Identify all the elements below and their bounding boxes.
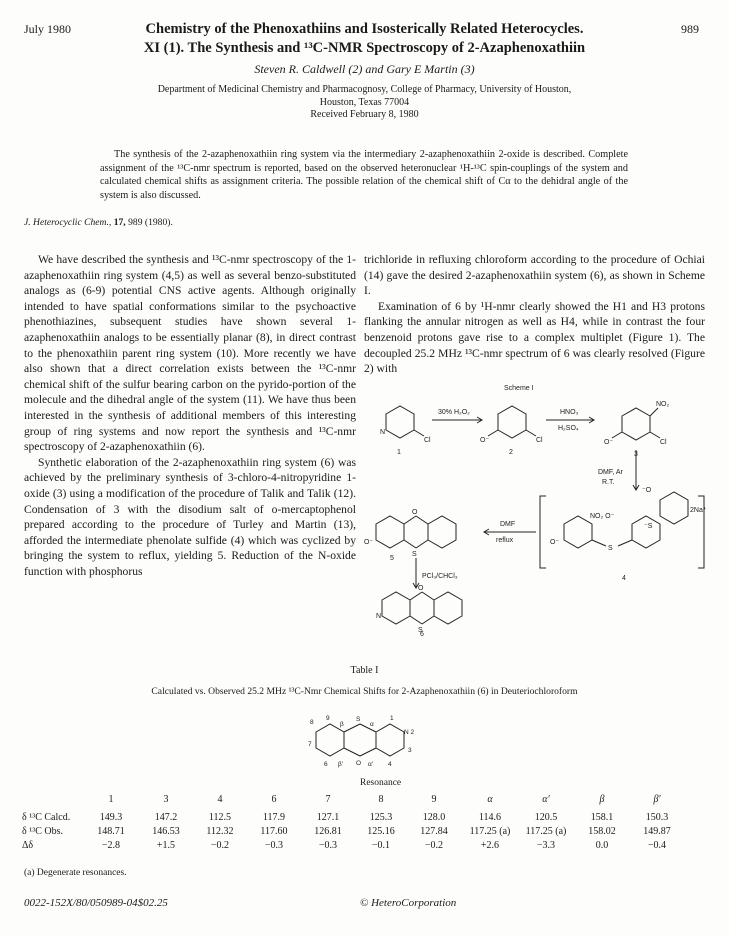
resonance-header: Resonance: [360, 778, 402, 788]
article-title: [0, 20, 729, 58]
table-cell: 149.3: [99, 811, 123, 823]
struct-label-1: 1: [390, 715, 394, 722]
table-cell: 125.3: [369, 811, 393, 823]
struct-label-beta-prime: β': [338, 761, 343, 768]
affiliation: [0, 84, 729, 122]
table-cell: 117.9: [262, 811, 286, 823]
paragraph-intro: We have described the synthesis and ¹³C-nmr spectroscopy of the 1-azaphenoxathiin ring system (4,5) as well as several benzo-substituted analogs as (6-9) potential CNS active agents. Although originally intended to have spatial conformations similar to the psychoactive phenothiazines, subsequent studies have shown several 1-azaphenoxathiin analogs to be essentially planar (8), in direct contrast to the phenoxathiin parent ring system (10). More recently we have also shown that a direct correlation exists between the ¹³C-nmr chemical shift of the sulfur bearing carbon on the pyrido-portion of the molecule and the dihedral angle of the system (11). We have thus been interested in the synthesis of additional members of this interesting group of ring systems and now report the synthesis and ¹³C-nmr spectroscopy of 2-azaphenoxathiin (6).: [24, 253, 356, 454]
received-date: Received February 8, 1980: [310, 109, 419, 120]
table-cell: 125.16: [367, 825, 395, 837]
table-header-empty: [22, 788, 82, 810]
table-col-header: α': [542, 793, 550, 805]
table-cell: 147.2: [154, 811, 178, 823]
paragraph-continuation: trichloride in refluxing chloroform according to the procedure of Ochiai (14) gave the desired 2-azaphenoxathiin system (6), as shown in Scheme I.: [364, 253, 705, 298]
scheme-1-diagram: [364, 332, 709, 637]
scheme-reagent-2-bottom: H₂SO₄: [558, 425, 579, 432]
table-cell: 114.6: [478, 811, 502, 823]
scheme-n-6: N: [376, 613, 382, 620]
table-cell: 127.1: [316, 811, 340, 823]
struct-label-beta: β: [340, 721, 344, 728]
scheme-reagent-5: PCl₃/CHCl₃: [422, 573, 458, 580]
scheme-s-6: S: [418, 627, 423, 634]
table-row: [22, 838, 684, 852]
row-label: δ ¹³C Obs.: [22, 825, 63, 837]
title-line-1: Chemistry of the Phenoxathiins and Isosterically Related Heterocycles.: [145, 21, 584, 37]
citation-volume: 17,: [113, 217, 126, 228]
table-cell: 126.81: [314, 825, 342, 837]
table-title: Table I: [350, 665, 379, 676]
scheme-no2-4: NO₂ O⁻: [590, 513, 615, 520]
scheme-oxide-3: O⁻: [604, 439, 614, 446]
table-header-row: [22, 788, 684, 810]
table-cell: −0.4: [647, 839, 667, 851]
scheme-reagent-4-bottom: reflux: [496, 537, 514, 544]
scheme-no2-3: NO₂: [656, 401, 670, 408]
table-col-header: 8: [378, 793, 384, 805]
table-col-header: β: [599, 793, 605, 805]
footer-copyright: © HeteroCorporation: [360, 897, 457, 909]
scheme-label-5: 5: [390, 555, 394, 562]
table-cell: −0.3: [318, 839, 338, 851]
table-cell: 149.87: [643, 825, 671, 837]
table-cell: −2.8: [101, 839, 121, 851]
table-col-header: 3: [163, 793, 169, 805]
footer-code: 0022-152X/80/050989-04$02.25: [24, 897, 168, 909]
table-cell: 158.02: [588, 825, 616, 837]
table-row: [22, 824, 684, 838]
row-label: δ ¹³C Calcd.: [22, 811, 71, 823]
scheme-label-2: 2: [509, 449, 513, 456]
table-cell: 112.32: [206, 825, 234, 837]
table-cell: 117.60: [260, 825, 288, 837]
scheme-cl-2: Cl: [536, 437, 543, 444]
affiliation-line-1: Department of Medicinal Chemistry and Pharmacognosy, College of Pharmacy, University of Houston,: [157, 84, 572, 95]
table-cell: 148.71: [97, 825, 125, 837]
header-date: July 1980: [24, 22, 72, 36]
table-cell: 112.5: [208, 811, 232, 823]
table-col-header: 6: [271, 793, 277, 805]
scheme-label-4: 4: [622, 575, 626, 582]
scheme-reagent-3-bottom: R.T.: [602, 479, 615, 486]
scheme-cl-3: Cl: [660, 439, 667, 446]
row-label: Δδ: [22, 839, 34, 851]
struct-label-o: O: [356, 760, 362, 767]
table-cell: −0.2: [424, 839, 444, 851]
scheme-label-6: 6: [420, 631, 424, 637]
struct-label-n2: N 2: [404, 729, 415, 736]
scheme-s-minus: ⁻S: [644, 523, 653, 530]
struct-label-7: 7: [308, 741, 312, 748]
table-cell: +2.6: [480, 839, 500, 851]
scheme-reagent-1: 30% H₂O₂: [438, 409, 470, 416]
scheme-o-minus: ⁻O: [642, 487, 652, 494]
chemical-shift-table: [22, 788, 684, 852]
body-column-left: [24, 252, 356, 579]
scheme-cl-1: Cl: [424, 437, 431, 444]
struct-label-6: 6: [324, 761, 328, 768]
scheme-oxide-4: O⁻: [550, 539, 560, 546]
table-col-header: 1: [108, 793, 114, 805]
table-cell: −0.3: [264, 839, 284, 851]
scheme-reagent-2-top: HNO₃: [560, 409, 579, 416]
scheme-reagent-3-top: DMF, Ar: [598, 469, 623, 476]
title-line-2: XI (1). The Synthesis and ¹³C-NMR Spectroscopy of 2-Azaphenoxathiin: [143, 40, 586, 56]
journal-citation: [24, 217, 173, 228]
table-col-header: 7: [325, 793, 331, 805]
scheme-title: Scheme I: [504, 385, 534, 392]
table-cell: 117.25 (a): [469, 825, 511, 837]
table-col-header: α: [487, 793, 493, 805]
page-number: 989: [681, 22, 699, 36]
table-cell: 128.0: [422, 811, 446, 823]
paragraph-synthesis: Synthetic elaboration of the 2-azaphenoxathiin ring system (6) was achieved by the preliminary synthesis of 3-chloro-4-nitropyridine 1-oxide (3) using a modification of the procedure of Talik and Talik (12). Condensation of 3 with the disodium salt of o-mercaptophenol prepared according to the procedure of Turley and Martin (13), afforded the intermediate phenolate sulfide (4) which was cyclized by bringing the system to reflux, yielding 5. Reduction of the N-oxide function with phosphorus: [24, 455, 356, 578]
citation-pages: 989 (1980).: [128, 217, 173, 228]
scheme-label-3: 3: [634, 451, 638, 458]
azaphenoxathiin-structure: [308, 712, 418, 774]
table-cell: −3.3: [536, 839, 556, 851]
struct-label-3: 3: [408, 747, 412, 754]
abstract: The synthesis of the 2-azaphenoxathiin ring system via the intermediary 2-azaphenoxathiin 2-oxide is described. Complete assignment of the ¹³C-nmr spectrum is reported, based on the observed heteronuclear ¹H-¹³C spin-couplings of the system and calculated chemical shifts as assignment criteria. The possible relation of the chemical shift of Cα to the dehidral angle of the system is also discussed.: [100, 149, 628, 201]
table-caption: Calculated vs. Observed 25.2 MHz ¹³C-Nmr Chemical Shifts for 2-Azaphenoxathiin (6) in Deuteriochloroform: [151, 686, 578, 697]
table-cell: 0.0: [595, 839, 609, 851]
table-col-header: 4: [217, 793, 223, 805]
scheme-na: 2Na⁺: [690, 507, 707, 514]
struct-label-9: 9: [326, 715, 330, 722]
table-cell: 150.3: [645, 811, 669, 823]
authors: Steven R. Caldwell (2) and Gary E Martin (3): [254, 62, 475, 76]
table-cell: −0.1: [371, 839, 391, 851]
struct-label-s: S: [356, 716, 361, 723]
scheme-n-1: N: [380, 429, 386, 436]
table-cell: +1.5: [156, 839, 176, 851]
scheme-s-5: S: [412, 551, 417, 558]
table-row: [22, 810, 684, 824]
scheme-oxide-2: O⁻: [480, 437, 490, 444]
citation-journal: J. Heterocyclic Chem.,: [24, 217, 112, 228]
paragraph-examination: Examination of 6 by ¹H-nmr clearly showed the H1 and H3 protons flanking the annular nitrogen as well as H4, while in contrast the four benzenoid protons gave rise to a complex multiplet (Figure 1). The decoupled 25.2 MHz ¹³C-nmr spectrum of 6 was clearly resolved (Figure 2) with: [364, 299, 705, 376]
table-cell: 120.5: [534, 811, 558, 823]
table-cell: 158.1: [590, 811, 614, 823]
table-cell: 117.25 (a): [525, 825, 567, 837]
table-cell: 127.84: [420, 825, 448, 837]
scheme-s-4: S: [608, 545, 613, 552]
struct-label-alpha: α: [370, 721, 374, 728]
scheme-reagent-4-top: DMF: [500, 521, 516, 528]
scheme-label-1: 1: [397, 449, 401, 456]
table-col-header: 9: [431, 793, 437, 805]
struct-label-4: 4: [388, 761, 392, 768]
struct-label-8: 8: [310, 719, 314, 726]
table-footnote: (a) Degenerate resonances.: [24, 868, 127, 878]
struct-label-alpha-prime: α': [368, 761, 373, 768]
affiliation-line-2: Houston, Texas 77004: [319, 96, 410, 108]
scheme-o-5: O: [412, 509, 418, 516]
scheme-oxide-5: O⁻: [364, 539, 374, 546]
table-cell: 146.53: [152, 825, 180, 837]
scheme-o-6: O: [418, 585, 424, 592]
table-col-header: β': [653, 793, 661, 805]
table-cell: −0.2: [210, 839, 230, 851]
